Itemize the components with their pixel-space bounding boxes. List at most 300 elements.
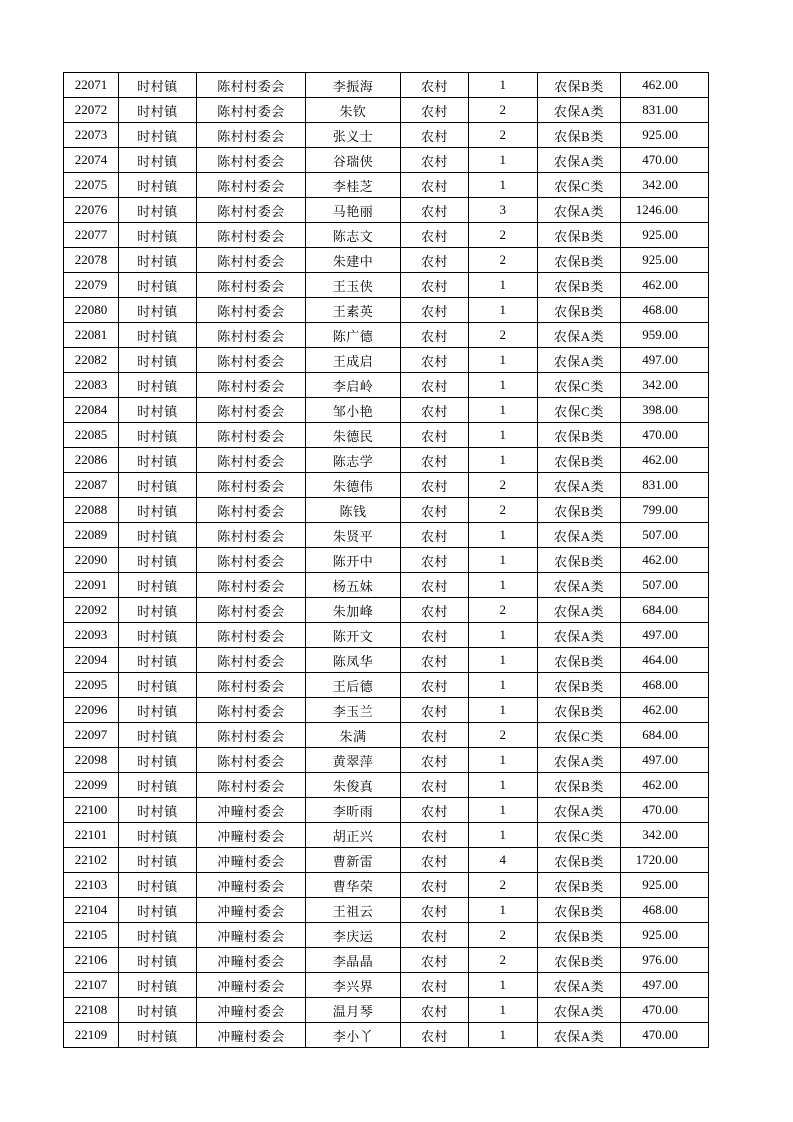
cell-name: 陈志学 bbox=[306, 448, 401, 473]
cell-village: 陈村村委会 bbox=[197, 173, 306, 198]
cell-name: 曹华荣 bbox=[306, 873, 401, 898]
cell-category: 农保B类 bbox=[538, 273, 621, 298]
table-row bbox=[64, 148, 709, 173]
cell-count: 1 bbox=[469, 898, 538, 923]
cell-village: 陈村村委会 bbox=[197, 373, 306, 398]
cell-amount: 925.00 bbox=[621, 873, 709, 898]
cell-town: 时村镇 bbox=[119, 948, 197, 973]
cell-town: 时村镇 bbox=[119, 823, 197, 848]
cell-type: 农村 bbox=[401, 898, 469, 923]
cell-id: 22107 bbox=[64, 973, 119, 998]
cell-count: 2 bbox=[469, 948, 538, 973]
cell-village: 冲疃村委会 bbox=[197, 823, 306, 848]
cell-amount: 342.00 bbox=[621, 173, 709, 198]
cell-type: 农村 bbox=[401, 373, 469, 398]
table-row bbox=[64, 173, 709, 198]
cell-amount: 507.00 bbox=[621, 523, 709, 548]
cell-id: 22104 bbox=[64, 898, 119, 923]
cell-category: 农保B类 bbox=[538, 123, 621, 148]
cell-name: 朱德伟 bbox=[306, 473, 401, 498]
cell-amount: 684.00 bbox=[621, 723, 709, 748]
cell-village: 冲疃村委会 bbox=[197, 873, 306, 898]
table-body bbox=[64, 73, 709, 1048]
cell-town: 时村镇 bbox=[119, 873, 197, 898]
cell-count: 2 bbox=[469, 98, 538, 123]
cell-category: 农保A类 bbox=[538, 1023, 621, 1048]
cell-name: 陈开中 bbox=[306, 548, 401, 573]
cell-id: 22108 bbox=[64, 998, 119, 1023]
table-row bbox=[64, 523, 709, 548]
cell-id: 22098 bbox=[64, 748, 119, 773]
cell-type: 农村 bbox=[401, 598, 469, 623]
cell-category: 农保A类 bbox=[538, 598, 621, 623]
cell-id: 22089 bbox=[64, 523, 119, 548]
cell-village: 陈村村委会 bbox=[197, 523, 306, 548]
cell-category: 农保B类 bbox=[538, 673, 621, 698]
cell-category: 农保B类 bbox=[538, 498, 621, 523]
cell-category: 农保A类 bbox=[538, 148, 621, 173]
cell-amount: 470.00 bbox=[621, 1023, 709, 1048]
cell-type: 农村 bbox=[401, 973, 469, 998]
cell-id: 22076 bbox=[64, 198, 119, 223]
cell-town: 时村镇 bbox=[119, 348, 197, 373]
table-row bbox=[64, 298, 709, 323]
cell-id: 22099 bbox=[64, 773, 119, 798]
cell-village: 陈村村委会 bbox=[197, 323, 306, 348]
cell-village: 陈村村委会 bbox=[197, 423, 306, 448]
cell-type: 农村 bbox=[401, 698, 469, 723]
cell-amount: 462.00 bbox=[621, 698, 709, 723]
cell-town: 时村镇 bbox=[119, 373, 197, 398]
cell-amount: 497.00 bbox=[621, 748, 709, 773]
cell-village: 冲疃村委会 bbox=[197, 998, 306, 1023]
cell-category: 农保A类 bbox=[538, 573, 621, 598]
cell-amount: 1720.00 bbox=[621, 848, 709, 873]
cell-category: 农保B类 bbox=[538, 73, 621, 98]
cell-category: 农保A类 bbox=[538, 798, 621, 823]
cell-id: 22073 bbox=[64, 123, 119, 148]
cell-id: 22071 bbox=[64, 73, 119, 98]
cell-name: 朱钦 bbox=[306, 98, 401, 123]
cell-village: 冲疃村委会 bbox=[197, 848, 306, 873]
cell-town: 时村镇 bbox=[119, 848, 197, 873]
cell-amount: 925.00 bbox=[621, 123, 709, 148]
table-row bbox=[64, 273, 709, 298]
cell-id: 22105 bbox=[64, 923, 119, 948]
cell-count: 1 bbox=[469, 298, 538, 323]
cell-type: 农村 bbox=[401, 723, 469, 748]
cell-type: 农村 bbox=[401, 648, 469, 673]
cell-type: 农村 bbox=[401, 423, 469, 448]
cell-type: 农村 bbox=[401, 498, 469, 523]
cell-id: 22087 bbox=[64, 473, 119, 498]
cell-category: 农保A类 bbox=[538, 523, 621, 548]
cell-category: 农保B类 bbox=[538, 848, 621, 873]
table-row bbox=[64, 573, 709, 598]
cell-town: 时村镇 bbox=[119, 148, 197, 173]
cell-name: 朱建中 bbox=[306, 248, 401, 273]
cell-town: 时村镇 bbox=[119, 798, 197, 823]
cell-name: 朱德民 bbox=[306, 423, 401, 448]
cell-amount: 976.00 bbox=[621, 948, 709, 973]
cell-name: 杨五妹 bbox=[306, 573, 401, 598]
table-row bbox=[64, 498, 709, 523]
cell-name: 李庆运 bbox=[306, 923, 401, 948]
cell-town: 时村镇 bbox=[119, 398, 197, 423]
cell-type: 农村 bbox=[401, 998, 469, 1023]
cell-type: 农村 bbox=[401, 123, 469, 148]
cell-type: 农村 bbox=[401, 773, 469, 798]
cell-count: 1 bbox=[469, 373, 538, 398]
cell-type: 农村 bbox=[401, 298, 469, 323]
cell-name: 王素英 bbox=[306, 298, 401, 323]
cell-id: 22102 bbox=[64, 848, 119, 873]
cell-name: 朱加峰 bbox=[306, 598, 401, 623]
cell-town: 时村镇 bbox=[119, 323, 197, 348]
cell-count: 1 bbox=[469, 548, 538, 573]
table-row bbox=[64, 223, 709, 248]
cell-id: 22082 bbox=[64, 348, 119, 373]
table-row bbox=[64, 798, 709, 823]
cell-town: 时村镇 bbox=[119, 923, 197, 948]
cell-name: 王成启 bbox=[306, 348, 401, 373]
cell-id: 22081 bbox=[64, 323, 119, 348]
table-row bbox=[64, 923, 709, 948]
table-row bbox=[64, 198, 709, 223]
cell-amount: 507.00 bbox=[621, 573, 709, 598]
cell-village: 陈村村委会 bbox=[197, 348, 306, 373]
cell-name: 谷瑞侠 bbox=[306, 148, 401, 173]
cell-name: 李振海 bbox=[306, 73, 401, 98]
table-row bbox=[64, 473, 709, 498]
cell-town: 时村镇 bbox=[119, 548, 197, 573]
cell-count: 1 bbox=[469, 973, 538, 998]
cell-amount: 831.00 bbox=[621, 473, 709, 498]
cell-village: 陈村村委会 bbox=[197, 248, 306, 273]
cell-category: 农保B类 bbox=[538, 298, 621, 323]
cell-name: 朱满 bbox=[306, 723, 401, 748]
table-row bbox=[64, 698, 709, 723]
cell-id: 22109 bbox=[64, 1023, 119, 1048]
cell-category: 农保B类 bbox=[538, 898, 621, 923]
cell-id: 22106 bbox=[64, 948, 119, 973]
cell-category: 农保C类 bbox=[538, 398, 621, 423]
cell-town: 时村镇 bbox=[119, 648, 197, 673]
cell-town: 时村镇 bbox=[119, 223, 197, 248]
cell-village: 陈村村委会 bbox=[197, 448, 306, 473]
cell-type: 农村 bbox=[401, 798, 469, 823]
cell-id: 22075 bbox=[64, 173, 119, 198]
cell-amount: 470.00 bbox=[621, 148, 709, 173]
cell-village: 陈村村委会 bbox=[197, 673, 306, 698]
cell-amount: 831.00 bbox=[621, 98, 709, 123]
cell-amount: 497.00 bbox=[621, 623, 709, 648]
cell-category: 农保B类 bbox=[538, 698, 621, 723]
cell-count: 1 bbox=[469, 823, 538, 848]
cell-count: 2 bbox=[469, 323, 538, 348]
cell-town: 时村镇 bbox=[119, 273, 197, 298]
cell-count: 1 bbox=[469, 423, 538, 448]
cell-id: 22101 bbox=[64, 823, 119, 848]
cell-town: 时村镇 bbox=[119, 748, 197, 773]
cell-id: 22094 bbox=[64, 648, 119, 673]
cell-amount: 462.00 bbox=[621, 773, 709, 798]
cell-village: 冲疃村委会 bbox=[197, 973, 306, 998]
cell-village: 陈村村委会 bbox=[197, 123, 306, 148]
cell-count: 2 bbox=[469, 123, 538, 148]
cell-town: 时村镇 bbox=[119, 573, 197, 598]
table-row bbox=[64, 448, 709, 473]
cell-count: 1 bbox=[469, 348, 538, 373]
cell-id: 22088 bbox=[64, 498, 119, 523]
cell-type: 农村 bbox=[401, 448, 469, 473]
table-row bbox=[64, 948, 709, 973]
cell-name: 胡正兴 bbox=[306, 823, 401, 848]
cell-category: 农保A类 bbox=[538, 198, 621, 223]
cell-name: 陈钱 bbox=[306, 498, 401, 523]
cell-town: 时村镇 bbox=[119, 698, 197, 723]
cell-count: 1 bbox=[469, 798, 538, 823]
cell-category: 农保B类 bbox=[538, 223, 621, 248]
table-row bbox=[64, 548, 709, 573]
cell-id: 22103 bbox=[64, 873, 119, 898]
cell-village: 陈村村委会 bbox=[197, 773, 306, 798]
cell-count: 1 bbox=[469, 148, 538, 173]
table-row bbox=[64, 998, 709, 1023]
cell-name: 黄翠萍 bbox=[306, 748, 401, 773]
cell-count: 1 bbox=[469, 523, 538, 548]
cell-town: 时村镇 bbox=[119, 73, 197, 98]
table-row bbox=[64, 73, 709, 98]
cell-category: 农保B类 bbox=[538, 773, 621, 798]
cell-name: 李兴界 bbox=[306, 973, 401, 998]
table-row bbox=[64, 873, 709, 898]
cell-count: 2 bbox=[469, 598, 538, 623]
cell-amount: 684.00 bbox=[621, 598, 709, 623]
cell-town: 时村镇 bbox=[119, 448, 197, 473]
cell-village: 陈村村委会 bbox=[197, 573, 306, 598]
cell-type: 农村 bbox=[401, 173, 469, 198]
cell-category: 农保C类 bbox=[538, 823, 621, 848]
cell-name: 张义士 bbox=[306, 123, 401, 148]
cell-category: 农保A类 bbox=[538, 623, 621, 648]
cell-amount: 470.00 bbox=[621, 798, 709, 823]
cell-village: 陈村村委会 bbox=[197, 548, 306, 573]
cell-category: 农保C类 bbox=[538, 723, 621, 748]
table-row bbox=[64, 898, 709, 923]
cell-amount: 468.00 bbox=[621, 898, 709, 923]
cell-count: 2 bbox=[469, 248, 538, 273]
cell-id: 22091 bbox=[64, 573, 119, 598]
cell-town: 时村镇 bbox=[119, 623, 197, 648]
cell-count: 4 bbox=[469, 848, 538, 873]
cell-category: 农保C类 bbox=[538, 173, 621, 198]
cell-type: 农村 bbox=[401, 848, 469, 873]
cell-type: 农村 bbox=[401, 1023, 469, 1048]
table-row bbox=[64, 323, 709, 348]
cell-count: 2 bbox=[469, 873, 538, 898]
cell-amount: 497.00 bbox=[621, 973, 709, 998]
cell-town: 时村镇 bbox=[119, 423, 197, 448]
cell-type: 农村 bbox=[401, 673, 469, 698]
cell-type: 农村 bbox=[401, 398, 469, 423]
cell-town: 时村镇 bbox=[119, 498, 197, 523]
table-row bbox=[64, 123, 709, 148]
benefits-table bbox=[63, 72, 709, 1048]
table-row bbox=[64, 398, 709, 423]
cell-name: 王玉侠 bbox=[306, 273, 401, 298]
cell-village: 冲疃村委会 bbox=[197, 948, 306, 973]
cell-name: 曹新雷 bbox=[306, 848, 401, 873]
cell-name: 温月琴 bbox=[306, 998, 401, 1023]
cell-count: 1 bbox=[469, 448, 538, 473]
table-row bbox=[64, 623, 709, 648]
cell-type: 农村 bbox=[401, 198, 469, 223]
cell-type: 农村 bbox=[401, 873, 469, 898]
cell-name: 李小丫 bbox=[306, 1023, 401, 1048]
cell-village: 陈村村委会 bbox=[197, 148, 306, 173]
cell-town: 时村镇 bbox=[119, 1023, 197, 1048]
cell-category: 农保B类 bbox=[538, 423, 621, 448]
table-row bbox=[64, 373, 709, 398]
cell-id: 22090 bbox=[64, 548, 119, 573]
cell-id: 22093 bbox=[64, 623, 119, 648]
cell-village: 陈村村委会 bbox=[197, 298, 306, 323]
cell-village: 陈村村委会 bbox=[197, 698, 306, 723]
cell-id: 22097 bbox=[64, 723, 119, 748]
table-row bbox=[64, 723, 709, 748]
cell-id: 22080 bbox=[64, 298, 119, 323]
cell-amount: 470.00 bbox=[621, 998, 709, 1023]
cell-amount: 342.00 bbox=[621, 373, 709, 398]
cell-name: 朱贤平 bbox=[306, 523, 401, 548]
cell-count: 1 bbox=[469, 748, 538, 773]
cell-count: 1 bbox=[469, 648, 538, 673]
cell-count: 1 bbox=[469, 773, 538, 798]
table-row bbox=[64, 348, 709, 373]
cell-id: 22084 bbox=[64, 398, 119, 423]
cell-town: 时村镇 bbox=[119, 973, 197, 998]
cell-amount: 925.00 bbox=[621, 248, 709, 273]
table-row bbox=[64, 973, 709, 998]
cell-amount: 464.00 bbox=[621, 648, 709, 673]
cell-amount: 1246.00 bbox=[621, 198, 709, 223]
cell-count: 1 bbox=[469, 173, 538, 198]
cell-village: 冲疃村委会 bbox=[197, 898, 306, 923]
cell-village: 冲疃村委会 bbox=[197, 923, 306, 948]
cell-village: 陈村村委会 bbox=[197, 98, 306, 123]
cell-count: 2 bbox=[469, 923, 538, 948]
cell-count: 1 bbox=[469, 73, 538, 98]
cell-type: 农村 bbox=[401, 948, 469, 973]
cell-name: 李昕雨 bbox=[306, 798, 401, 823]
cell-village: 陈村村委会 bbox=[197, 648, 306, 673]
cell-type: 农村 bbox=[401, 223, 469, 248]
cell-town: 时村镇 bbox=[119, 298, 197, 323]
cell-id: 22074 bbox=[64, 148, 119, 173]
cell-town: 时村镇 bbox=[119, 898, 197, 923]
cell-count: 2 bbox=[469, 723, 538, 748]
cell-type: 农村 bbox=[401, 523, 469, 548]
cell-count: 1 bbox=[469, 698, 538, 723]
cell-town: 时村镇 bbox=[119, 723, 197, 748]
cell-name: 李桂芝 bbox=[306, 173, 401, 198]
cell-name: 李启岭 bbox=[306, 373, 401, 398]
cell-type: 农村 bbox=[401, 348, 469, 373]
cell-type: 农村 bbox=[401, 323, 469, 348]
cell-id: 22100 bbox=[64, 798, 119, 823]
cell-count: 3 bbox=[469, 198, 538, 223]
cell-amount: 462.00 bbox=[621, 273, 709, 298]
cell-village: 陈村村委会 bbox=[197, 273, 306, 298]
cell-name: 朱俊真 bbox=[306, 773, 401, 798]
cell-count: 1 bbox=[469, 273, 538, 298]
cell-amount: 470.00 bbox=[621, 423, 709, 448]
cell-count: 1 bbox=[469, 398, 538, 423]
cell-category: 农保B类 bbox=[538, 923, 621, 948]
cell-amount: 468.00 bbox=[621, 298, 709, 323]
cell-category: 农保B类 bbox=[538, 873, 621, 898]
table-row bbox=[64, 748, 709, 773]
cell-id: 22077 bbox=[64, 223, 119, 248]
cell-amount: 925.00 bbox=[621, 223, 709, 248]
cell-name: 马艳丽 bbox=[306, 198, 401, 223]
table-row bbox=[64, 598, 709, 623]
table-row bbox=[64, 673, 709, 698]
table-row bbox=[64, 648, 709, 673]
cell-category: 农保B类 bbox=[538, 548, 621, 573]
table-row bbox=[64, 823, 709, 848]
cell-amount: 925.00 bbox=[621, 923, 709, 948]
cell-amount: 462.00 bbox=[621, 73, 709, 98]
cell-category: 农保A类 bbox=[538, 473, 621, 498]
cell-type: 农村 bbox=[401, 473, 469, 498]
cell-amount: 959.00 bbox=[621, 323, 709, 348]
cell-village: 陈村村委会 bbox=[197, 198, 306, 223]
cell-town: 时村镇 bbox=[119, 248, 197, 273]
cell-type: 农村 bbox=[401, 823, 469, 848]
cell-category: 农保A类 bbox=[538, 98, 621, 123]
table-row bbox=[64, 423, 709, 448]
cell-amount: 497.00 bbox=[621, 348, 709, 373]
cell-id: 22072 bbox=[64, 98, 119, 123]
cell-name: 李晶晶 bbox=[306, 948, 401, 973]
cell-village: 陈村村委会 bbox=[197, 623, 306, 648]
cell-name: 陈开文 bbox=[306, 623, 401, 648]
cell-village: 冲疃村委会 bbox=[197, 1023, 306, 1048]
cell-town: 时村镇 bbox=[119, 123, 197, 148]
cell-town: 时村镇 bbox=[119, 998, 197, 1023]
cell-type: 农村 bbox=[401, 548, 469, 573]
cell-category: 农保A类 bbox=[538, 973, 621, 998]
cell-amount: 468.00 bbox=[621, 673, 709, 698]
cell-type: 农村 bbox=[401, 923, 469, 948]
cell-town: 时村镇 bbox=[119, 523, 197, 548]
cell-village: 冲疃村委会 bbox=[197, 798, 306, 823]
cell-town: 时村镇 bbox=[119, 173, 197, 198]
cell-name: 陈广德 bbox=[306, 323, 401, 348]
cell-category: 农保A类 bbox=[538, 323, 621, 348]
cell-name: 陈凤华 bbox=[306, 648, 401, 673]
cell-village: 陈村村委会 bbox=[197, 723, 306, 748]
cell-village: 陈村村委会 bbox=[197, 398, 306, 423]
cell-village: 陈村村委会 bbox=[197, 73, 306, 98]
cell-town: 时村镇 bbox=[119, 98, 197, 123]
cell-village: 陈村村委会 bbox=[197, 498, 306, 523]
cell-village: 陈村村委会 bbox=[197, 473, 306, 498]
cell-count: 2 bbox=[469, 473, 538, 498]
cell-type: 农村 bbox=[401, 748, 469, 773]
